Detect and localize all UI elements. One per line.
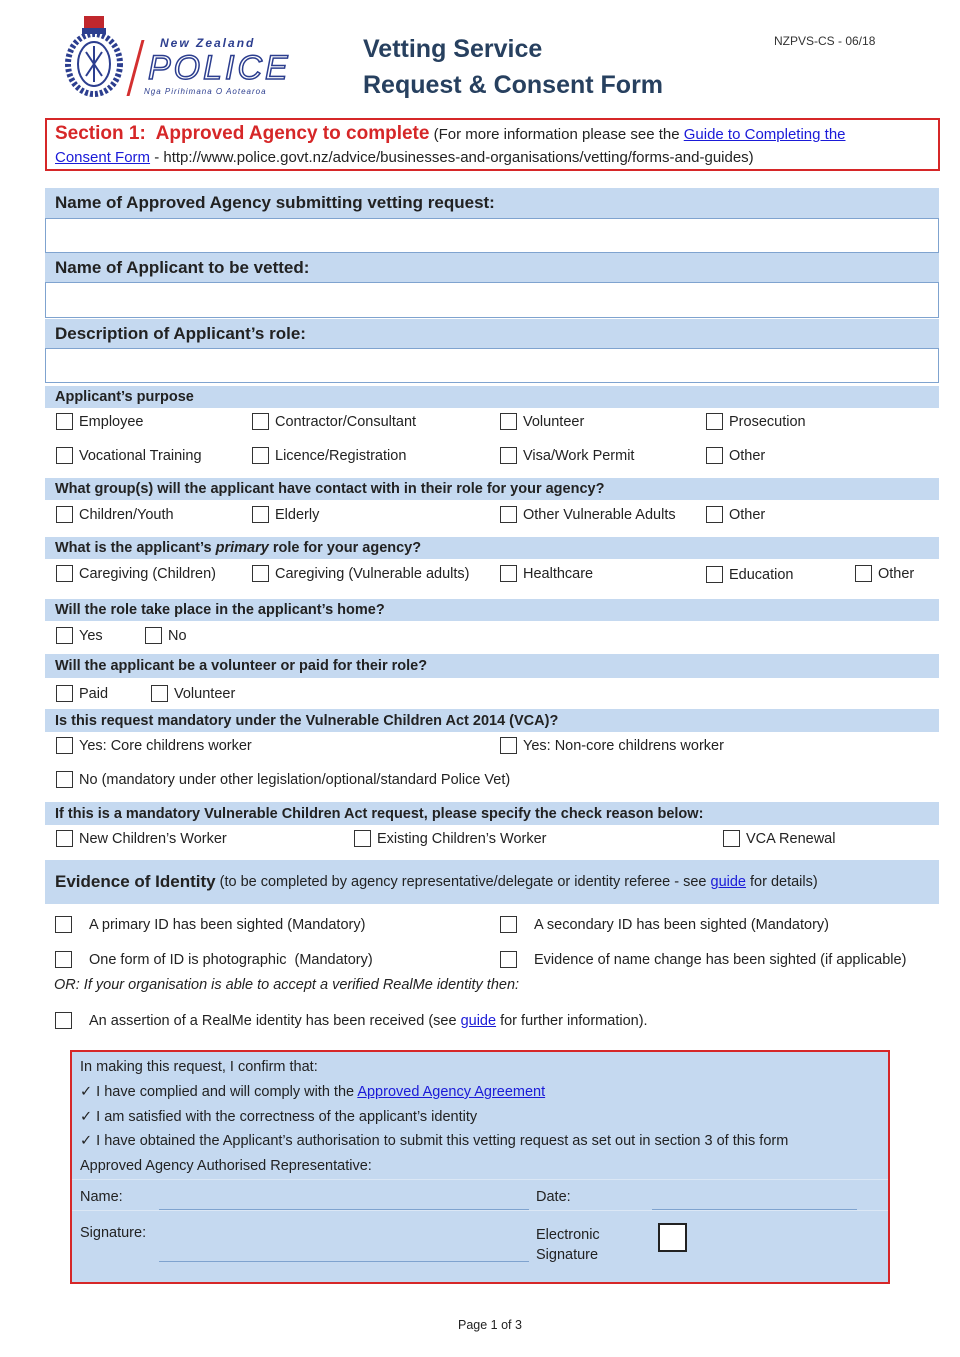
form-title-line2: Request & Consent Form [363,71,664,99]
purpose-prosecution-checkbox[interactable] [706,413,806,430]
label-emphasis: primary [215,540,269,556]
purpose-contractor-checkbox[interactable] [252,413,416,430]
role-other-checkbox[interactable] [855,565,914,582]
role-healthcare-checkbox[interactable] [500,565,593,582]
section1-box [45,118,940,171]
role-education-checkbox[interactable] [706,566,794,583]
date-input[interactable] [652,1180,857,1210]
evidence-desc: (to be completed by agency representative/delegate or identity referee - see [215,874,711,890]
role-caregiving-children-checkbox[interactable] [56,565,216,582]
signature-label: Signature: [80,1225,147,1241]
group-vulnerable-adults-checkbox[interactable] [500,506,676,523]
purpose-licence-checkbox[interactable] [252,447,406,464]
checkbox-label: VCA Renewal [746,830,836,847]
label-text: What is the applicant’s [55,540,216,556]
realme-checkbox[interactable] [55,1012,648,1029]
realme-guide-link[interactable]: guide [460,1012,497,1029]
group-other-checkbox[interactable] [706,506,765,523]
home-yes-checkbox[interactable] [56,627,103,644]
checkbox-label-end: for further information). [496,1012,648,1029]
logo-text-sub: Nga Pirihimana O Aotearoa [144,87,267,96]
checkbox-label: Yes [79,627,103,644]
reason-renewal-checkbox[interactable] [723,830,835,847]
purpose-other-checkbox[interactable] [706,447,765,464]
reason-existing-checkbox[interactable] [354,830,547,847]
label-text: Signature [536,1247,599,1263]
section1-info: (For more information please see the [429,126,684,143]
signature-input[interactable] [159,1212,529,1262]
volunteer-role-checkbox[interactable] [151,685,235,702]
role-caregiving-adults-checkbox[interactable] [252,565,470,582]
reason-label: If this is a mandatory Vulnerable Children Act request, please specify the check reason below: [45,802,939,825]
checkbox-label: Caregiving (Children) [79,565,216,582]
checkbox-label: Education [729,566,794,583]
purpose-label: Applicant’s purpose [45,386,939,408]
confirmation-box [70,1050,890,1284]
checkbox-label: Employee [79,413,144,430]
police-logo [64,10,324,100]
checkbox-label: Other [729,506,766,523]
purpose-visa-checkbox[interactable] [500,447,634,464]
checkbox-label: Licence/Registration [275,447,407,464]
role-description-label: Description of Applicant’s role: [45,319,939,348]
photo-id-checkbox[interactable] [55,951,373,968]
checkbox-label: Visa/Work Permit [523,447,635,464]
vca-noncore-checkbox[interactable] [500,737,724,754]
evidence-desc-end: for details) [745,874,818,890]
paid-label: Will the applicant be a volunteer or paid for their role? [45,654,939,678]
consent-form-link[interactable]: Consent Form [55,149,151,166]
agency-name-label: Name of Approved Agency submitting vetting request: [45,188,939,218]
form-title-line1: Vetting Service [363,35,543,63]
secondary-id-checkbox[interactable] [500,916,829,933]
name-input[interactable] [159,1180,529,1210]
primary-id-checkbox[interactable] [55,916,365,933]
section1-title: Section 1: Approved Agency to complete [55,123,430,144]
checkbox-label: Vocational Training [79,447,202,464]
checkbox-label: Volunteer [523,413,585,430]
label-text: Electronic [536,1227,600,1243]
vca-label: Is this request mandatory under the Vulnerable Children Act 2014 (VCA)? [45,709,939,732]
role-description-input[interactable] [45,348,939,383]
police-crest-icon [64,12,126,98]
checkbox-label: No (mandatory under other legislation/optional/standard Police Vet) [79,771,511,788]
purpose-vocational-checkbox[interactable] [56,447,202,464]
applicant-name-label: Name of Applicant to be vetted: [45,253,939,282]
realme-or-text: OR: If your organisation is able to accept a verified RealMe identity then: [54,977,520,993]
checkbox-label: Yes: Core childrens worker [79,737,252,754]
group-children-checkbox[interactable] [56,506,174,523]
checkbox-label: Prosecution [729,413,806,430]
evidence-guide-link[interactable]: guide [710,874,746,890]
electronic-signature-checkbox[interactable] [658,1223,687,1252]
checkbox-label: Paid [79,685,109,702]
section1-url: - http://www.police.govt.nz/advice/businesses-and-organisations/vetting/forms-and-guides) [150,149,754,166]
checkbox-label: One form of ID is photographic (Mandatory) [89,951,373,968]
checkbox-label: Other Vulnerable Adults [523,506,676,523]
primary-role-label [45,537,939,559]
checkbox-label: Evidence of name change has been sighted (if applicable) [534,951,907,968]
agency-name-input[interactable] [45,218,939,253]
checkbox-label: Healthcare [523,565,594,582]
checkbox-label: Other [878,565,915,582]
name-change-checkbox[interactable] [500,951,906,968]
paid-checkbox[interactable] [56,685,108,702]
vca-core-checkbox[interactable] [56,737,252,754]
checkbox-label: Elderly [275,506,320,523]
confirm-text: ✓ I have complied and will comply with the [80,1084,358,1100]
purpose-employee-checkbox[interactable] [56,413,143,430]
vca-no-checkbox[interactable] [56,771,510,788]
page-number: Page 1 of 3 [458,1318,522,1332]
confirm-intro: In making this request, I confirm that: [80,1059,318,1075]
label-text: role for your agency? [268,540,422,556]
home-label: Will the role take place in the applicant’s home? [45,599,939,621]
checkbox-label: A primary ID has been sighted (Mandatory) [89,916,366,933]
checkbox-label: Children/Youth [79,506,174,523]
groups-label: What group(s) will the applicant have contact with in their role for your agency? [45,478,939,500]
guide-link[interactable]: Guide to Completing the [683,126,846,143]
name-label: Name: [80,1189,123,1205]
electronic-signature-label [536,1225,600,1265]
group-elderly-checkbox[interactable] [252,506,319,523]
checkbox-label: An assertion of a RealMe identity has been received (see [89,1012,461,1029]
date-label: Date: [536,1189,571,1205]
checkbox-label: Caregiving (Vulnerable adults) [275,565,470,582]
applicant-name-input[interactable] [45,282,939,318]
form-code: NZPVS-CS - 06/18 [774,34,876,48]
confirm-item-identity: ✓ I am satisfied with the correctness of the applicant’s identity [80,1109,478,1125]
confirm-item-agreement [80,1084,545,1100]
checkbox-label: A secondary ID has been sighted (Mandatory) [534,916,829,933]
evidence-header [45,860,939,904]
purpose-volunteer-checkbox[interactable] [500,413,584,430]
agency-agreement-link[interactable]: Approved Agency Agreement [357,1084,546,1100]
checkbox-label: Volunteer [174,685,236,702]
checkbox-label: Other [729,447,766,464]
confirm-item-authorisation: ✓ I have obtained the Applicant’s authorisation to submit this vetting request as set out in section 3 of this form [80,1133,789,1149]
representative-label: Approved Agency Authorised Representative: [80,1158,372,1174]
checkbox-label: Yes: Non-core childrens worker [523,737,724,754]
checkbox-label: No [168,627,187,644]
checkbox-label: New Children’s Worker [79,830,227,847]
checkbox-label: Contractor/Consultant [275,413,417,430]
reason-new-checkbox[interactable] [56,830,227,847]
evidence-title: Evidence of Identity [55,872,216,891]
home-no-checkbox[interactable] [145,627,187,644]
checkbox-label: Existing Children’s Worker [377,830,547,847]
logo-text-top: New Zealand [160,36,256,50]
logo-text-main: POLICE [148,49,291,87]
